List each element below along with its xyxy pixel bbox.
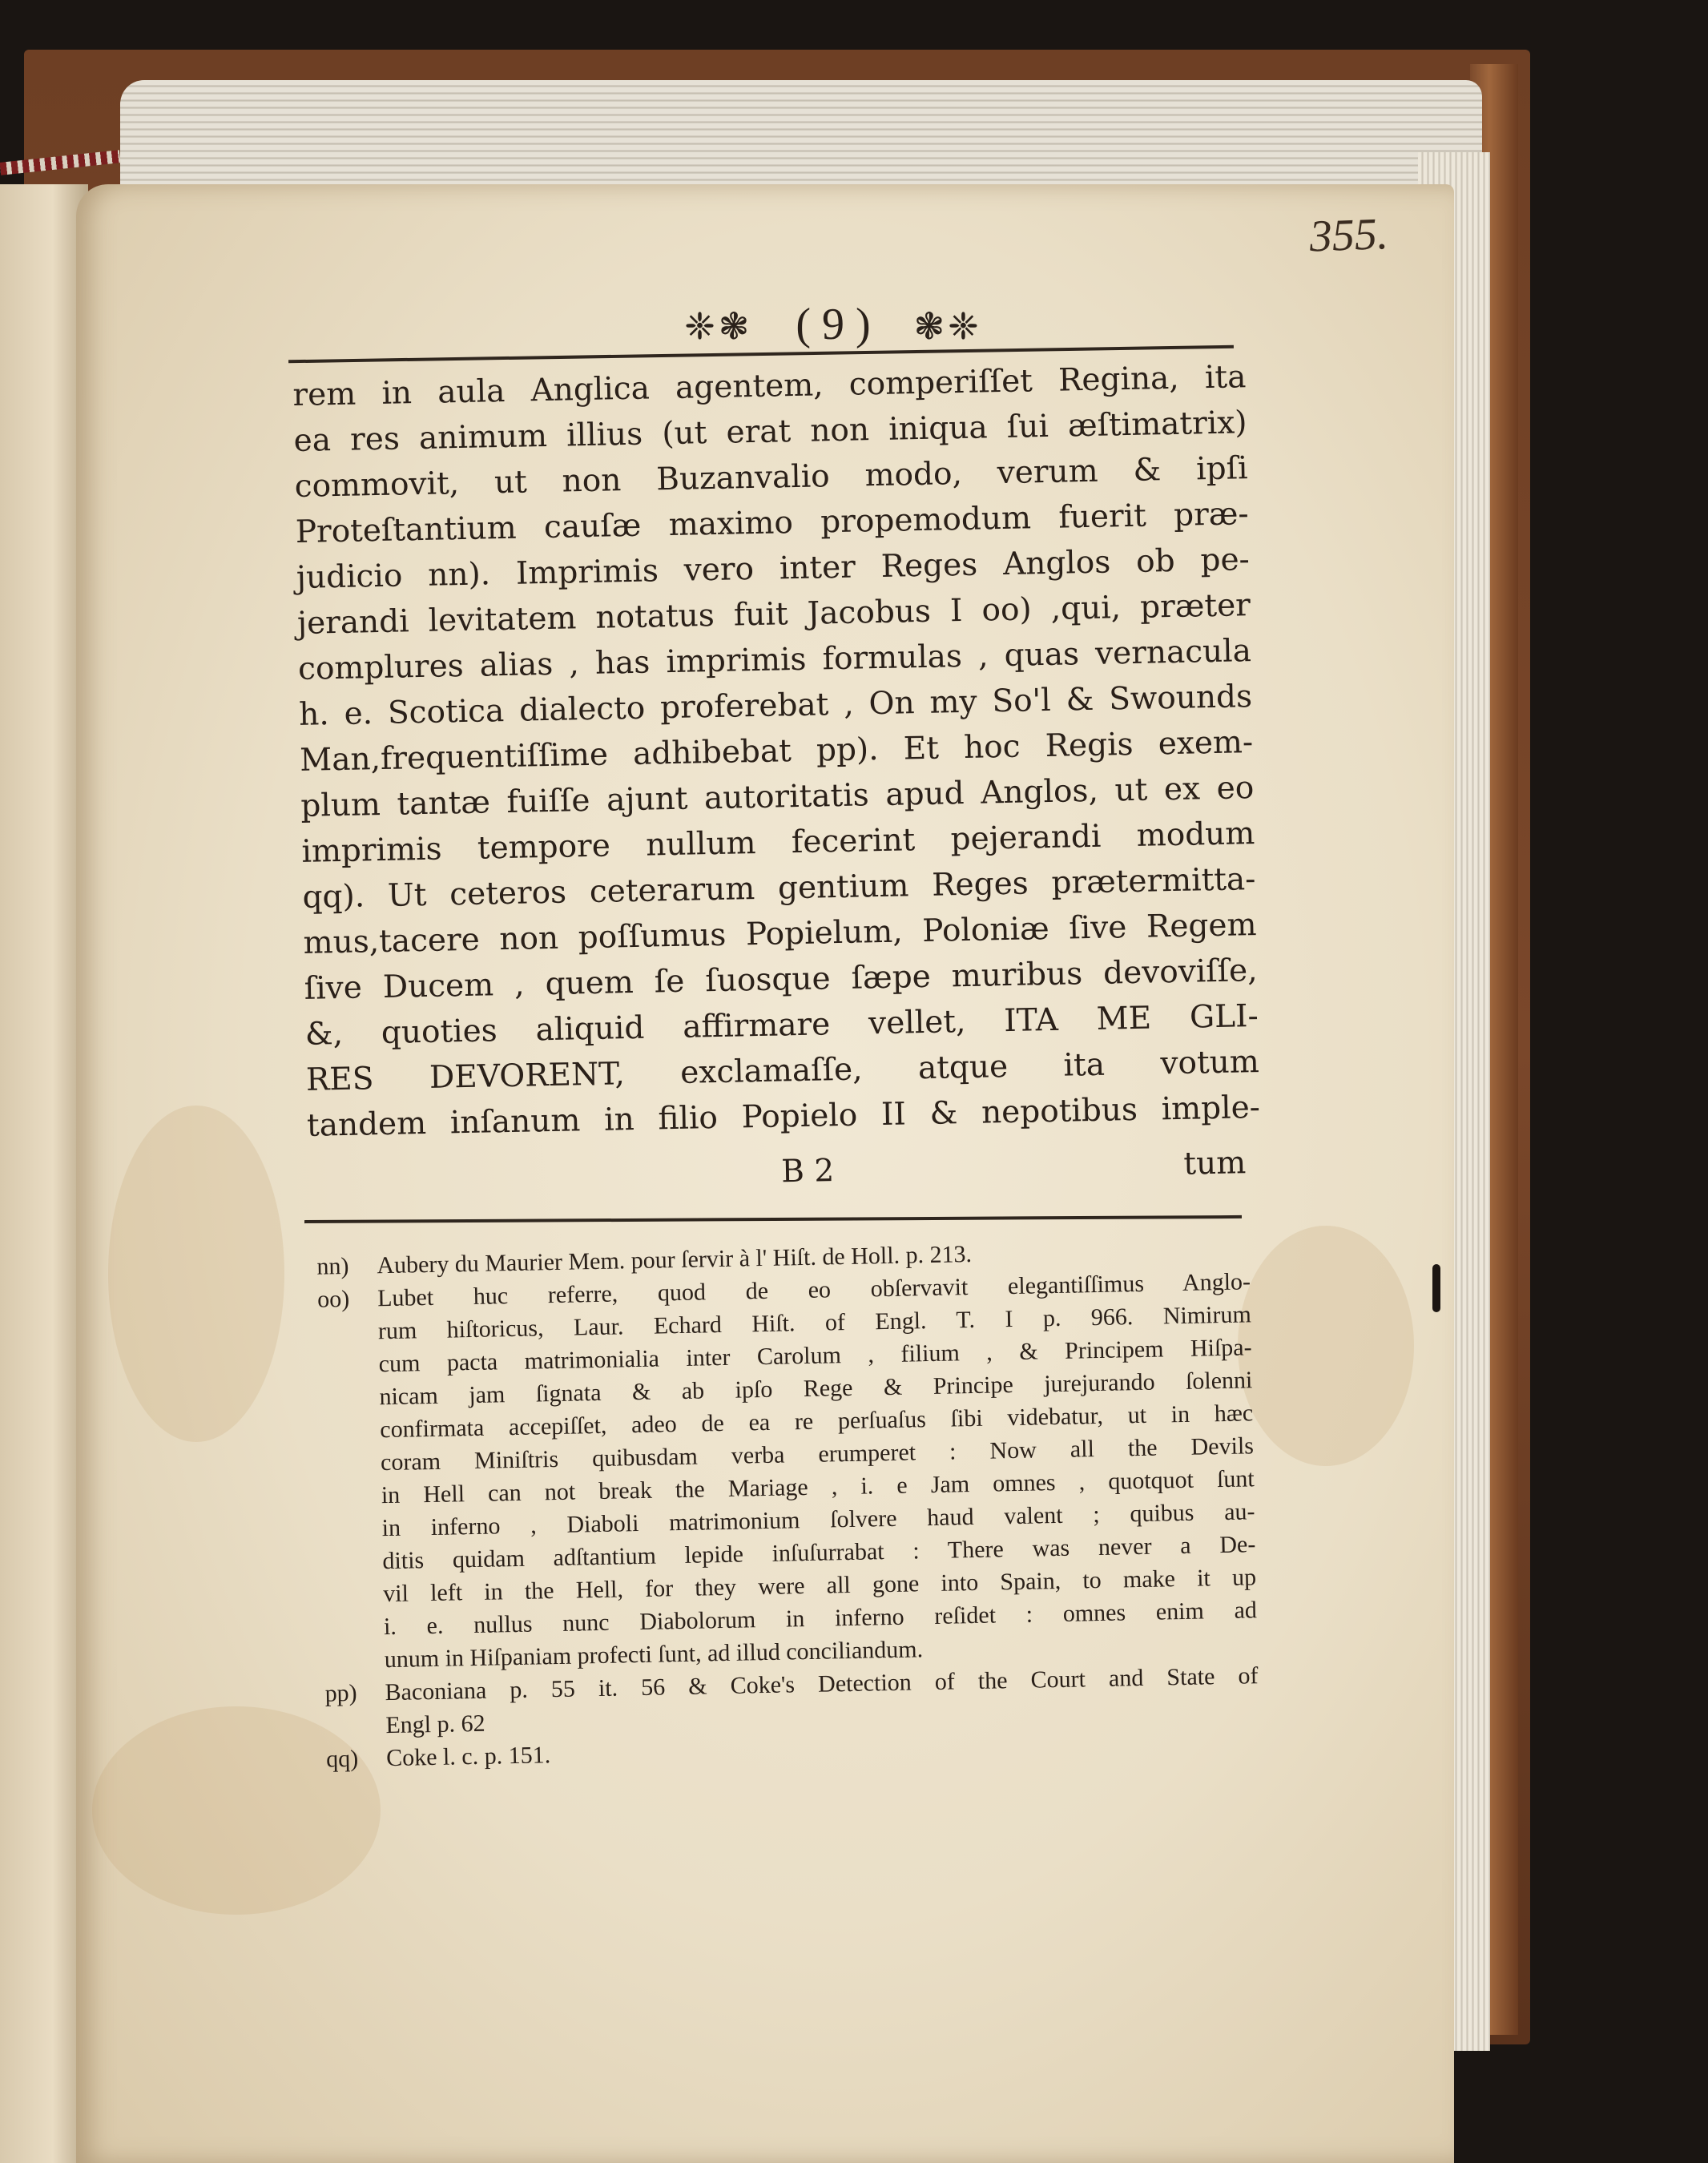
footnote-line: confirmata accepiſſet, adeo de ea re perſuaſus ſibi videbatur, ut in hæc [380,1400,1254,1444]
footnote-line: nicam jam ſignata & ab ipſo Rege & Principe jurejurando ſolenni [379,1367,1253,1411]
printed-page [76,184,1454,2163]
ornament-left: ❈❃ [684,306,753,347]
paper-stain [1238,1226,1414,1466]
text-line: tandem inſanum in filio Popielo II & nepotibus imple- [306,1089,1261,1144]
footnote-line: i. e. nullus nunc Diabolorum in inferno reſidet : omnes enim ad [383,1597,1258,1641]
footnote-line: vil left in the Hell, for they were all gone into Spain, to make it up [382,1564,1257,1608]
text-line: RES DEVORENT, exclamaſſe, atque ita votum [305,1043,1260,1098]
footnote-line: rum hiſtoricus, Laur. Echard Hiſt. of Engl. T. I p. 966. Nimirum [377,1301,1252,1345]
footnote-mark: qq) [325,1745,359,1773]
page-edges-top [120,80,1482,192]
catchword: tum [1183,1145,1247,1182]
footnote-oo [316,1265,1258,1677]
facing-page [0,184,88,2163]
footnote-line: Engl p. 62 [385,1710,485,1739]
ornament-right: ❃❈ [913,306,982,347]
text-line: jerandi levitatem notatus fuit Jacobus I oo) ,qui, præter [296,587,1251,642]
text-line: Proteſtantium cauſæ maximo propemodum fuerit præ- [295,496,1250,550]
catchline [292,1145,1247,1211]
footnote-mark: oo) [316,1285,350,1313]
running-header [361,288,1306,360]
text-line: h. e. Scotica dialecto proferebat , On my So'l & Swounds [298,679,1253,733]
footnote-line: coram Miniſtris quibusdam verba erumperet : Now all the Devils [380,1432,1255,1476]
text-line: rem in aula Anglica agentem, comperiſſet Regina, ita [292,359,1247,413]
footnote-line: cum pacta matrimonialia inter Carolum , filium , & Principem Hiſpa- [378,1334,1252,1378]
text-line: qq). Ut ceteros ceterarum gentium Reges prætermitta- [302,861,1256,916]
text-line: complures alias , has imprimis formulas , quas vernacula [297,633,1252,687]
signature-mark: B 2 [780,1153,835,1190]
text-line: mus,tacere non poſſumus Popielum, Poloniæ ſive Regem [303,907,1257,961]
text-line: plum tantæ fuiſſe ajunt autoritatis apud Anglos, ut ex eo [300,770,1255,824]
paper-stain [92,1706,381,1915]
text-line: Man,frequentiſſime adhibebat pp). Et hoc Regis exem- [299,724,1254,779]
main-text [292,354,1260,1149]
footnotes [316,1232,1259,1775]
footnote-mark: nn) [316,1252,349,1280]
text-line: ſive Ducem , quem ſe ſuosque ſæpe muribus devoviſſe, [304,953,1258,1007]
footnote-line: in inferno , Diaboli matrimonium ſolvere haud valent ; quibus au- [381,1498,1255,1542]
manuscript-folio-number: 355. [1308,209,1389,262]
footnote-line: Lubet huc referre, quod de eo obſervavit elegantiſſimus Anglo- [377,1268,1251,1312]
text-line: &, quoties aliquid affirmare vellet, ITA ME GLI- [304,998,1259,1053]
paper-stain [108,1106,284,1442]
footnote-line: ditis quidam adſtantium lepide inſuſurrabat : There was never a De- [382,1531,1256,1575]
text-line: judicio nn). Imprimis vero inter Reges Anglos ob pe- [296,542,1251,596]
footnote-line: Baconiana p. 55 it. 56 & Coke's Detection of the Court and State of [385,1662,1259,1706]
text-line: imprimis tempore nullum fecerint pejerandi modum [301,816,1255,870]
text-line: commovit, ut non Buzanvalio modo, verum & ipſi [294,450,1248,505]
page-number: ( 9 ) [796,300,871,349]
footnote-line: in Hell can not break the Mariage , i. e Jam omnes , quotquot ſunt [381,1465,1255,1509]
footnote-line: Aubery du Maurier Mem. pour ſervir à l' Hiſt. de Holl. p. 213. [377,1240,973,1279]
footnote-rule [304,1215,1242,1223]
footnote-line: unum in Hiſpaniam profecti ſunt, ad illud conciliandum. [384,1636,924,1674]
text-line: ea res animum illius (ut erat non iniqua ſui æſtimatrix) [293,405,1247,459]
edge-mark [1432,1264,1440,1312]
footnote-line: Coke l. c. p. 151. [385,1742,551,1772]
footnote-mark: pp) [324,1679,357,1707]
